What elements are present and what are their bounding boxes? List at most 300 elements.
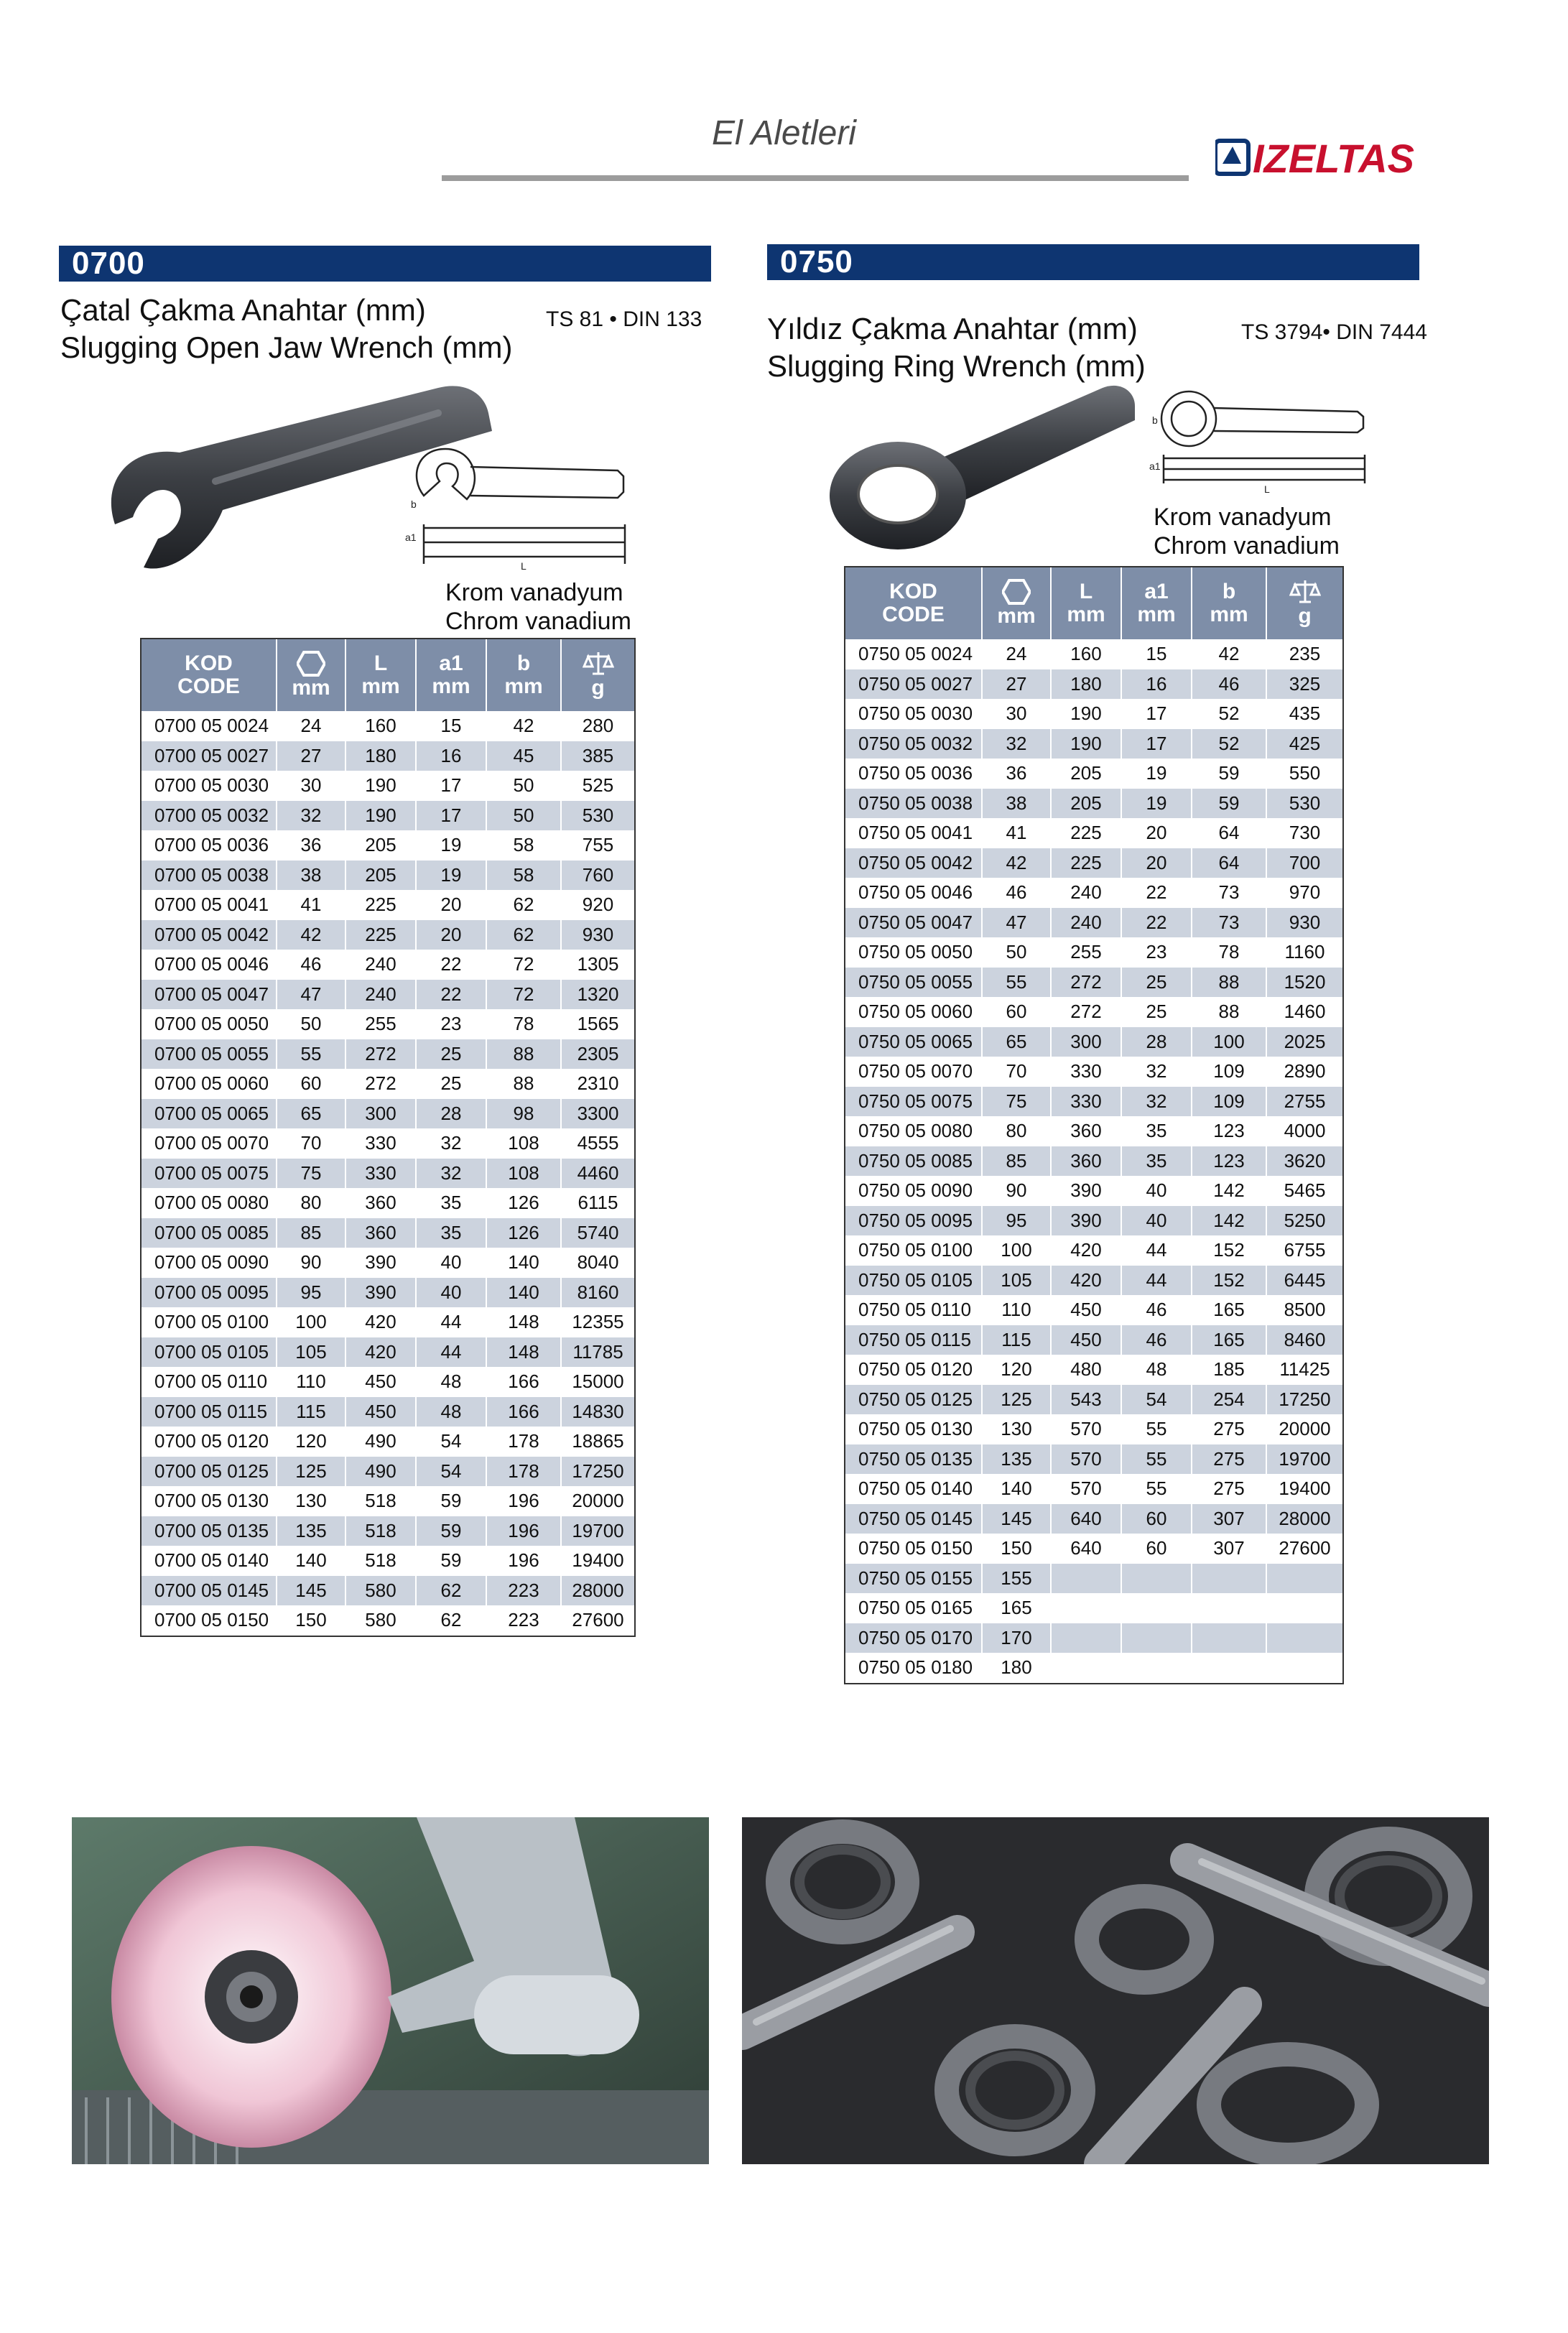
cell-size: 120 <box>982 1355 1051 1385</box>
col-header-length: L mm <box>345 639 416 711</box>
cell-weight: 2890 <box>1266 1057 1342 1087</box>
table-row <box>845 1146 1342 1177</box>
grinding-machine-photo <box>72 1817 709 2164</box>
cell-code: 0700 05 0145 <box>142 1576 277 1606</box>
cell-b: 88 <box>1192 997 1266 1027</box>
cell-a1: 55 <box>1121 1414 1192 1444</box>
cell-code: 0700 05 0075 <box>142 1159 277 1189</box>
cell-a1: 62 <box>416 1605 486 1636</box>
table-row <box>142 801 634 831</box>
table-row <box>845 1653 1342 1683</box>
cell-length: 240 <box>345 980 416 1010</box>
cell-length: 390 <box>345 1278 416 1308</box>
cell-b: 223 <box>486 1576 561 1606</box>
section-code: 0750 <box>780 244 853 279</box>
cell-length: 272 <box>345 1069 416 1099</box>
material-en: Chrom vanadium <box>445 608 631 635</box>
cell-b <box>1192 1653 1266 1683</box>
cell-length: 255 <box>345 1009 416 1039</box>
cell-code: 0700 05 0060 <box>142 1069 277 1099</box>
cell-code: 0700 05 0140 <box>142 1546 277 1576</box>
cell-a1: 17 <box>416 771 486 801</box>
cell-b: 166 <box>486 1367 561 1397</box>
table-row <box>845 699 1342 729</box>
cell-code: 0750 05 0155 <box>845 1564 982 1594</box>
cell-b: 275 <box>1192 1414 1266 1444</box>
cell-b: 59 <box>1192 759 1266 789</box>
cell-a1: 54 <box>1121 1385 1192 1415</box>
cell-weight: 1460 <box>1266 997 1342 1027</box>
cell-weight: 17250 <box>561 1457 634 1487</box>
cell-weight: 20000 <box>1266 1414 1342 1444</box>
cell-length: 420 <box>345 1307 416 1337</box>
cell-size: 75 <box>982 1087 1051 1117</box>
cell-size: 145 <box>277 1576 345 1606</box>
col-header-weight: g <box>561 639 634 711</box>
cell-weight: 435 <box>1266 699 1342 729</box>
cell-a1: 17 <box>1121 699 1192 729</box>
cell-b: 185 <box>1192 1355 1266 1385</box>
cell-a1: 44 <box>1121 1266 1192 1296</box>
cell-code: 0700 05 0036 <box>142 830 277 861</box>
cell-a1: 20 <box>1121 818 1192 848</box>
cell-a1: 35 <box>1121 1116 1192 1146</box>
cell-code: 0750 05 0080 <box>845 1116 982 1146</box>
cell-size: 115 <box>982 1325 1051 1355</box>
cell-b <box>1192 1564 1266 1594</box>
cell-b: 42 <box>486 711 561 741</box>
cell-code: 0750 05 0135 <box>845 1444 982 1475</box>
cell-code: 0750 05 0032 <box>845 729 982 759</box>
cell-weight <box>1266 1593 1342 1623</box>
cell-size: 135 <box>277 1516 345 1546</box>
cell-a1: 40 <box>416 1278 486 1308</box>
cell-code: 0700 05 0030 <box>142 771 277 801</box>
table-row <box>845 789 1342 819</box>
cell-weight: 27600 <box>1266 1534 1342 1564</box>
cell-a1 <box>1121 1623 1192 1653</box>
cell-a1: 16 <box>416 741 486 771</box>
cell-weight: 27600 <box>561 1605 634 1636</box>
cell-length: 300 <box>345 1099 416 1129</box>
cell-size: 27 <box>277 741 345 771</box>
cell-length <box>1051 1653 1121 1683</box>
cell-length: 420 <box>345 1337 416 1368</box>
cell-size: 110 <box>277 1367 345 1397</box>
cell-a1: 25 <box>416 1069 486 1099</box>
cell-b: 165 <box>1192 1325 1266 1355</box>
cell-length: 450 <box>345 1367 416 1397</box>
cell-code: 0750 05 0105 <box>845 1266 982 1296</box>
col-header-a1: a1 mm <box>416 639 486 711</box>
cell-b: 52 <box>1192 729 1266 759</box>
cell-size: 130 <box>982 1414 1051 1444</box>
standard-label: TS 81 • DIN 133 <box>546 307 702 331</box>
cell-weight: 530 <box>1266 789 1342 819</box>
cell-length: 640 <box>1051 1504 1121 1534</box>
table-row <box>845 1444 1342 1475</box>
cell-a1: 46 <box>1121 1295 1192 1325</box>
cell-weight: 425 <box>1266 729 1342 759</box>
cell-size: 150 <box>277 1605 345 1636</box>
cell-a1: 54 <box>416 1427 486 1457</box>
table-row <box>142 741 634 771</box>
cell-weight: 12355 <box>561 1307 634 1337</box>
table-row <box>142 1128 634 1159</box>
col-header-code: KOD CODE <box>142 639 277 711</box>
cell-b: 73 <box>1192 878 1266 908</box>
cell-code: 0750 05 0042 <box>845 848 982 878</box>
cell-code: 0700 05 0027 <box>142 741 277 771</box>
cell-weight: 2755 <box>1266 1087 1342 1117</box>
cell-size: 36 <box>982 759 1051 789</box>
cell-size: 85 <box>277 1218 345 1248</box>
cell-weight: 28000 <box>1266 1504 1342 1534</box>
cell-size: 135 <box>982 1444 1051 1475</box>
cell-length: 272 <box>1051 997 1121 1027</box>
cell-length: 518 <box>345 1546 416 1576</box>
cell-code: 0750 05 0046 <box>845 878 982 908</box>
cell-size: 100 <box>277 1307 345 1337</box>
brand-logo <box>1215 135 1445 180</box>
cell-code: 0700 05 0105 <box>142 1337 277 1368</box>
cell-length: 160 <box>345 711 416 741</box>
cell-weight: 2310 <box>561 1069 634 1099</box>
table-row <box>142 1188 634 1218</box>
cell-length: 360 <box>345 1188 416 1218</box>
cell-size: 145 <box>982 1504 1051 1534</box>
cell-size: 30 <box>277 771 345 801</box>
cell-weight: 19700 <box>1266 1444 1342 1475</box>
cell-size: 70 <box>982 1057 1051 1087</box>
cell-length: 640 <box>1051 1534 1121 1564</box>
cell-code: 0700 05 0150 <box>142 1605 277 1636</box>
col-header-size: mm <box>277 639 345 711</box>
cell-size: 46 <box>277 950 345 980</box>
cell-b: 98 <box>486 1099 561 1129</box>
cell-size: 140 <box>982 1474 1051 1504</box>
table-row <box>142 1457 634 1487</box>
cell-size: 41 <box>982 818 1051 848</box>
cell-a1: 32 <box>1121 1057 1192 1087</box>
cell-b: 62 <box>486 890 561 920</box>
cell-length: 205 <box>1051 789 1121 819</box>
cell-a1: 22 <box>1121 878 1192 908</box>
cell-length: 225 <box>1051 848 1121 878</box>
cell-length: 390 <box>1051 1206 1121 1236</box>
cell-size: 95 <box>982 1206 1051 1236</box>
cell-length: 543 <box>1051 1385 1121 1415</box>
cell-weight: 8160 <box>561 1278 634 1308</box>
cell-length: 360 <box>1051 1146 1121 1177</box>
cell-a1: 22 <box>416 950 486 980</box>
cell-length: 330 <box>1051 1057 1121 1087</box>
cell-size: 115 <box>277 1397 345 1427</box>
table-row <box>142 1337 634 1368</box>
cell-size: 24 <box>982 639 1051 669</box>
table-row <box>845 1087 1342 1117</box>
section-bar-0700 <box>59 246 711 282</box>
cell-b: 78 <box>486 1009 561 1039</box>
cell-a1: 46 <box>1121 1325 1192 1355</box>
cell-b: 307 <box>1192 1534 1266 1564</box>
cell-size: 90 <box>277 1248 345 1278</box>
product-name-en: Slugging Open Jaw Wrench (mm) <box>60 330 513 364</box>
cell-size: 46 <box>982 878 1051 908</box>
cell-b: 196 <box>486 1486 561 1516</box>
cell-a1: 19 <box>1121 789 1192 819</box>
open-jaw-dimension-drawing <box>402 442 639 571</box>
cell-size: 155 <box>982 1564 1051 1594</box>
cell-a1: 54 <box>416 1457 486 1487</box>
cell-length: 240 <box>1051 878 1121 908</box>
cell-length: 390 <box>345 1248 416 1278</box>
cell-weight: 920 <box>561 890 634 920</box>
table-row <box>845 639 1342 669</box>
cell-length <box>1051 1593 1121 1623</box>
cell-length: 450 <box>1051 1325 1121 1355</box>
cell-b: 88 <box>486 1039 561 1070</box>
col-header-size: mm <box>982 567 1051 639</box>
cell-length: 450 <box>345 1397 416 1427</box>
cell-length: 180 <box>345 741 416 771</box>
table-row <box>845 1564 1342 1594</box>
table-row <box>142 1367 634 1397</box>
spec-table-0750 <box>845 567 1342 1683</box>
cell-weight: 2025 <box>1266 1027 1342 1057</box>
cell-b <box>1192 1593 1266 1623</box>
cell-size: 41 <box>277 890 345 920</box>
cell-size: 170 <box>982 1623 1051 1653</box>
cell-weight: 5250 <box>1266 1206 1342 1236</box>
cell-length: 272 <box>345 1039 416 1070</box>
cell-a1 <box>1121 1593 1192 1623</box>
cell-b: 123 <box>1192 1116 1266 1146</box>
cell-code: 0750 05 0095 <box>845 1206 982 1236</box>
cell-size: 55 <box>982 968 1051 998</box>
cell-b: 166 <box>486 1397 561 1427</box>
cell-code: 0750 05 0036 <box>845 759 982 789</box>
cell-size: 90 <box>982 1176 1051 1206</box>
cell-code: 0750 05 0120 <box>845 1355 982 1385</box>
cell-length: 240 <box>1051 908 1121 938</box>
cell-size: 47 <box>982 908 1051 938</box>
cell-code: 0700 05 0042 <box>142 920 277 950</box>
cell-b: 78 <box>1192 937 1266 968</box>
product-name-tr: Çatal Çakma Anahtar (mm) <box>60 293 426 327</box>
brand-name: IZELTAS <box>1253 136 1415 180</box>
cell-weight: 700 <box>1266 848 1342 878</box>
cell-length: 180 <box>1051 669 1121 700</box>
cell-a1: 62 <box>416 1576 486 1606</box>
cell-weight: 8460 <box>1266 1325 1342 1355</box>
cell-code: 0750 05 0038 <box>845 789 982 819</box>
table-row <box>142 950 634 980</box>
cell-code: 0750 05 0150 <box>845 1534 982 1564</box>
col-header-code: KOD CODE <box>845 567 982 639</box>
cell-weight: 6115 <box>561 1188 634 1218</box>
cell-b: 142 <box>1192 1206 1266 1236</box>
cell-size: 30 <box>982 699 1051 729</box>
table-row <box>845 1623 1342 1653</box>
cell-a1: 17 <box>1121 729 1192 759</box>
cell-weight: 235 <box>1266 639 1342 669</box>
hexagon-icon <box>1002 579 1031 605</box>
cell-length <box>1051 1564 1121 1594</box>
col-header-b: b mm <box>1192 567 1266 639</box>
cell-b: 42 <box>1192 639 1266 669</box>
cell-b: 50 <box>486 771 561 801</box>
cell-length <box>1051 1623 1121 1653</box>
cell-code: 0750 05 0030 <box>845 699 982 729</box>
table-row <box>142 1576 634 1606</box>
cell-b: 62 <box>486 920 561 950</box>
cell-b: 223 <box>486 1605 561 1636</box>
cell-a1 <box>1121 1564 1192 1594</box>
cell-b: 109 <box>1192 1057 1266 1087</box>
cell-weight: 930 <box>561 920 634 950</box>
cell-length: 190 <box>345 801 416 831</box>
cell-a1: 32 <box>416 1128 486 1159</box>
cell-size: 55 <box>277 1039 345 1070</box>
cell-code: 0700 05 0041 <box>142 890 277 920</box>
cell-weight: 19400 <box>561 1546 634 1576</box>
cell-weight: 525 <box>561 771 634 801</box>
table-row <box>142 1009 634 1039</box>
table-row <box>142 1486 634 1516</box>
cell-weight: 19400 <box>1266 1474 1342 1504</box>
cell-weight: 1320 <box>561 980 634 1010</box>
cell-b: 307 <box>1192 1504 1266 1534</box>
table-row <box>845 1325 1342 1355</box>
cell-weight <box>1266 1623 1342 1653</box>
cell-a1: 25 <box>1121 968 1192 998</box>
cell-weight: 760 <box>561 861 634 891</box>
cell-size: 32 <box>277 801 345 831</box>
cell-a1: 44 <box>1121 1235 1192 1266</box>
cell-size: 165 <box>982 1593 1051 1623</box>
table-row <box>142 1397 634 1427</box>
title-divider <box>442 175 1189 181</box>
hexagon-icon <box>297 651 325 677</box>
cell-code: 0700 05 0080 <box>142 1188 277 1218</box>
col-header-b: b mm <box>486 639 561 711</box>
table-row <box>845 1027 1342 1057</box>
cell-b: 50 <box>486 801 561 831</box>
table-row <box>845 997 1342 1027</box>
dim-label-a1: a1 <box>405 532 417 543</box>
cell-code: 0700 05 0125 <box>142 1457 277 1487</box>
cell-a1: 16 <box>1121 669 1192 700</box>
cell-weight: 3620 <box>1266 1146 1342 1177</box>
cell-length: 205 <box>1051 759 1121 789</box>
cell-weight: 19700 <box>561 1516 634 1546</box>
cell-code: 0750 05 0070 <box>845 1057 982 1087</box>
cell-size: 38 <box>277 861 345 891</box>
cell-weight: 730 <box>1266 818 1342 848</box>
cell-length: 190 <box>1051 729 1121 759</box>
cell-code: 0700 05 0055 <box>142 1039 277 1070</box>
cell-b: 64 <box>1192 848 1266 878</box>
cell-code: 0750 05 0027 <box>845 669 982 700</box>
cell-code: 0750 05 0060 <box>845 997 982 1027</box>
cell-weight: 1160 <box>1266 937 1342 968</box>
cell-a1: 20 <box>1121 848 1192 878</box>
cell-size: 85 <box>982 1146 1051 1177</box>
cell-length: 570 <box>1051 1474 1121 1504</box>
cell-weight: 970 <box>1266 878 1342 908</box>
cell-weight: 8500 <box>1266 1295 1342 1325</box>
cell-a1: 32 <box>1121 1087 1192 1117</box>
cell-code: 0700 05 0024 <box>142 711 277 741</box>
cell-size: 42 <box>277 920 345 950</box>
cell-size: 105 <box>277 1337 345 1368</box>
cell-length: 570 <box>1051 1414 1121 1444</box>
table-row <box>142 1605 634 1636</box>
cell-b: 109 <box>1192 1087 1266 1117</box>
cell-weight: 17250 <box>1266 1385 1342 1415</box>
cell-weight: 15000 <box>561 1367 634 1397</box>
material-tr: Krom vanadyum <box>445 579 623 606</box>
col-header-length: L mm <box>1051 567 1121 639</box>
ring-dimension-drawing <box>1149 386 1372 494</box>
cell-size: 36 <box>277 830 345 861</box>
cell-size: 75 <box>277 1159 345 1189</box>
cell-a1: 55 <box>1121 1444 1192 1475</box>
cell-length: 205 <box>345 830 416 861</box>
cell-length: 330 <box>1051 1087 1121 1117</box>
table-row <box>845 729 1342 759</box>
cell-a1: 48 <box>416 1367 486 1397</box>
cell-a1: 22 <box>416 980 486 1010</box>
dim-label-b: b <box>1152 414 1158 426</box>
cell-weight: 1305 <box>561 950 634 980</box>
cell-code: 0750 05 0055 <box>845 968 982 998</box>
cell-b: 254 <box>1192 1385 1266 1415</box>
cell-weight: 14830 <box>561 1397 634 1427</box>
table-row <box>142 1159 634 1189</box>
cell-size: 42 <box>982 848 1051 878</box>
cell-a1: 59 <box>416 1486 486 1516</box>
cell-code: 0700 05 0046 <box>142 950 277 980</box>
cell-length: 450 <box>1051 1295 1121 1325</box>
table-row <box>845 1235 1342 1266</box>
table-row <box>845 759 1342 789</box>
table-row <box>845 1474 1342 1504</box>
cell-b: 178 <box>486 1427 561 1457</box>
cell-a1: 25 <box>1121 997 1192 1027</box>
product-name-en: Slugging Ring Wrench (mm) <box>767 349 1146 383</box>
cell-weight: 2305 <box>561 1039 634 1070</box>
cell-length: 420 <box>1051 1235 1121 1266</box>
cell-size: 60 <box>277 1069 345 1099</box>
cell-weight: 4460 <box>561 1159 634 1189</box>
cell-a1: 28 <box>416 1099 486 1129</box>
cell-size: 47 <box>277 980 345 1010</box>
cell-b: 165 <box>1192 1295 1266 1325</box>
scale-icon <box>1289 579 1321 605</box>
cell-code: 0750 05 0024 <box>845 639 982 669</box>
cell-code: 0750 05 0047 <box>845 908 982 938</box>
cell-a1: 25 <box>416 1039 486 1070</box>
cell-b: 126 <box>486 1218 561 1248</box>
cell-code: 0700 05 0130 <box>142 1486 277 1516</box>
cell-code: 0700 05 0115 <box>142 1397 277 1427</box>
table-row <box>845 669 1342 700</box>
cell-code: 0750 05 0085 <box>845 1146 982 1177</box>
cell-b <box>1192 1623 1266 1653</box>
cell-length: 225 <box>345 920 416 950</box>
